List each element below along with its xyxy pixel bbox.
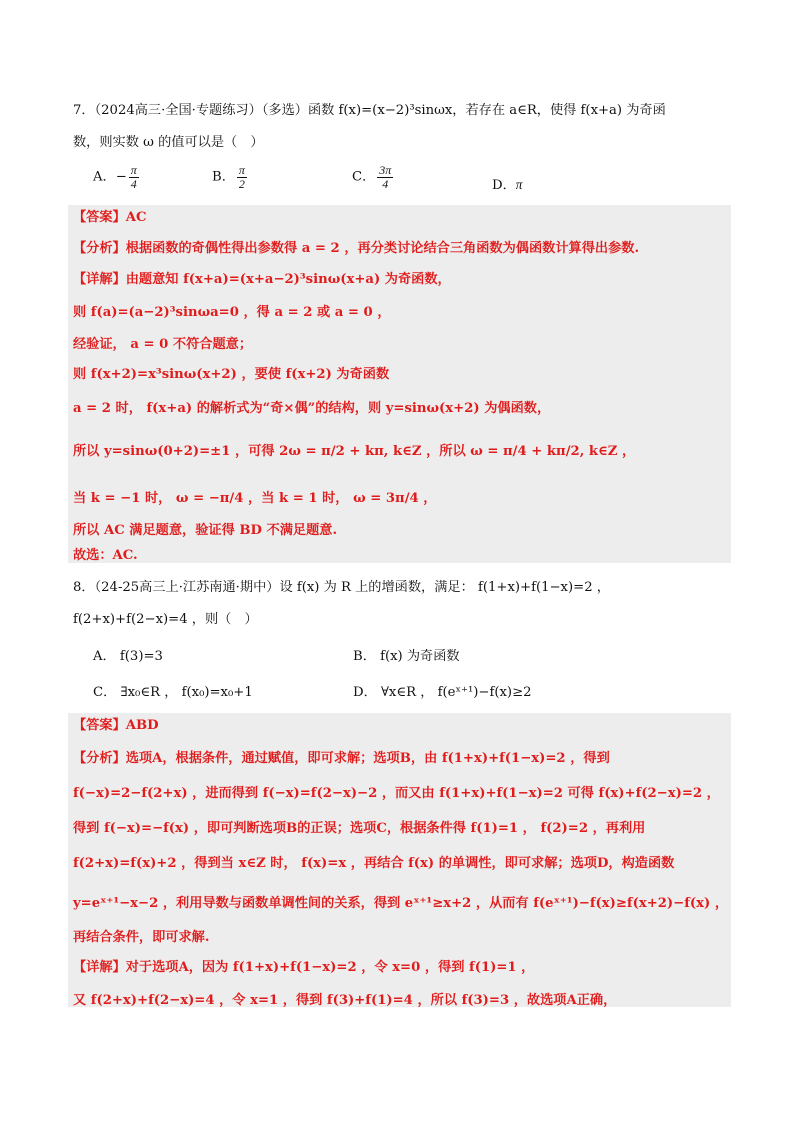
q7-option-c xyxy=(352,164,395,190)
q7-detail-line4: 则 f(x+2)=x³sinω(x+2) ，要使 f(x+2) 为奇函数 xyxy=(73,367,390,382)
q8-analysis-line6: 再结合条件，即可求解. xyxy=(73,930,210,945)
q7-detail-line5: a = 2 时， f(x+a) 的解析式为“奇×偶”的结构，则 y=sinω(x+2) 为偶函数， xyxy=(73,401,551,416)
q8-detail-line1: 【详解】对于选项A，因为 f(1+x)+f(1−x)=2 ，令 x=0 ，得到 f(1)=1 ， xyxy=(73,960,535,975)
q8-option-a: A． f(3)=3 xyxy=(93,649,163,664)
q8-analysis-line3: 得到 f(−x)=−f(x) ，即可判断选项B的正误；选项C，根据条件得 f(1)=1 ， f(2)=2 ，再利用 xyxy=(73,821,646,836)
q7-detail-line6: 所以 y=sinω(0+2)=±1 ，可得 2ω = π/2 + kπ, k∈Z ，所以 ω = π/4 + kπ/2, k∈Z ， xyxy=(73,444,636,459)
q8-analysis-line4: f(2+x)=f(x)+2 ，得到当 x∈Z 时， f(x)=x ，再结合 f(x) 的单调性，即可求解；选项D，构造函数 xyxy=(73,856,675,871)
fraction: $\frac{\pi}{4}$ xyxy=(130,163,137,191)
q7-detail-line8: 所以 AC 满足题意，验证得 BD 不满足题意. xyxy=(73,523,338,538)
q7-detail-line9: 故选：AC. xyxy=(73,548,138,563)
q7-answer: 【答案】AC xyxy=(73,210,147,225)
q8-option-c: C． ∃x₀∈R ， f(x₀)=x₀+1 xyxy=(93,685,253,700)
option-label: B． xyxy=(212,169,235,185)
q7-stem-line1: 7．（2024高三·全国·专题练习）（多选）函数 f(x)=(x−2)³sinωx，若存在 a∈R，使得 f(x+a) 为奇函 xyxy=(73,103,666,118)
q7-detail-line2: 则 f(a)=(a−2)³sinωa=0 ，得 a = 2 或 a = 0 ， xyxy=(73,305,391,320)
fraction: $\frac{3\pi}{4}$ xyxy=(379,163,392,191)
q7-analysis: 【分析】根据函数的奇偶性得出参数得 a = 2 ，再分类讨论结合三角函数为偶函数计算得出参数. xyxy=(73,241,640,256)
q7-stem-line2: 数，则实数 ω 的值可以是（ ） xyxy=(73,135,264,150)
q7-detail-line7: 当 k = −1 时， ω = −π/4 ，当 k = 1 时， ω = 3π/4 ， xyxy=(73,491,437,506)
q7-detail-line1: 【详解】由题意知 f(x+a)=(x+a−2)³sinω(x+a) 为奇函数， xyxy=(73,272,451,287)
q8-option-b: B． f(x) 为奇函数 xyxy=(353,649,460,664)
q7-option-d: D．π xyxy=(492,177,523,193)
q8-analysis-line5: y=eˣ⁺¹−x−2 ，利用导数与函数单调性间的关系，得到 eˣ⁺¹≥x+2 ，从而有 f(eˣ⁺¹)−f(x)≥f(x+2)−f(x) ， xyxy=(73,896,729,911)
q8-stem-line1: 8．（24-25高三上·江苏南通·期中）设 f(x) 为 R 上的增函数，满足： f(1+x)+f(1−x)=2 ， xyxy=(73,580,610,595)
q8-detail-line2: 又 f(2+x)+f(2−x)=4 ，令 x=1 ，得到 f(3)+f(1)=4 ，所以 f(3)=3 ，故选项A正确， xyxy=(73,993,617,1008)
q8-analysis-line1: 【分析】选项A，根据条件，通过赋值，即可求解；选项B，由 f(1+x)+f(1−x)=2 ，得到 xyxy=(73,751,610,766)
option-label: C． xyxy=(352,169,376,185)
q7-option-b xyxy=(212,164,249,190)
q7-detail-line3: 经验证， a = 0 不符合题意； xyxy=(73,337,253,352)
option-label: D． xyxy=(492,178,516,193)
q8-stem-line2: f(2+x)+f(2−x)=4 ，则（ ） xyxy=(73,612,258,627)
q8-analysis-line2: f(−x)=2−f(2+x) ，进而得到 f(−x)=f(2−x)−2 ，而又由 f(1+x)+f(1−x)=2 可得 f(x)+f(2−x)=2 ， xyxy=(73,786,720,801)
q7-option-a: A．− $\frac{\pi}{4}$ xyxy=(93,163,137,191)
option-label: A． xyxy=(93,169,116,185)
fraction: $\frac{\pi}{2}$ xyxy=(238,163,245,191)
q8-option-d: D． ∀x∈R ， f(eˣ⁺¹)−f(x)≥2 xyxy=(353,685,532,700)
q8-answer: 【答案】ABD xyxy=(73,718,159,733)
